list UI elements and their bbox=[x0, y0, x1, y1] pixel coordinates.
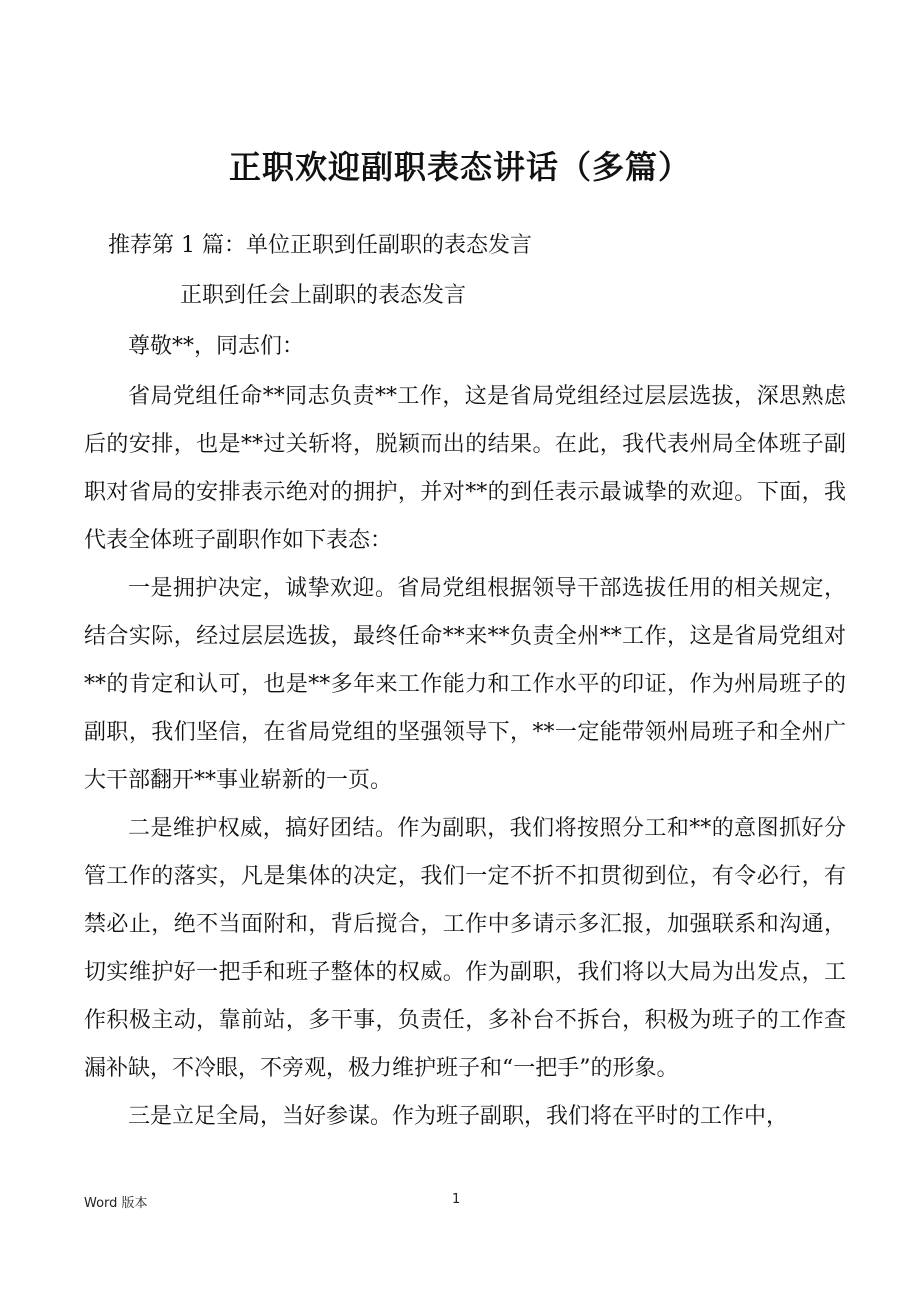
footer-version-label: Word 版本 bbox=[84, 1196, 148, 1211]
greeting-paragraph: 尊敬**，同志们： bbox=[128, 334, 305, 359]
document-body bbox=[84, 323, 846, 1141]
recommend-heading: 推荐第 1 篇：单位正职到任副职的表态发言 bbox=[108, 233, 532, 258]
footer-page-number: 1 bbox=[452, 1192, 461, 1207]
body-paragraph: 省局党组任命**同志负责**工作，这是省局党组经过层层选拔，深思熟虑后的安排，也是**过关斩将，脱颖而出的结果。在此，我代表州局全体班子副职对省局的安排表示绝对的拥护，并对**的到任表示最诚挚的欢迎。下面，我代表全体班子副职作如下表态： bbox=[84, 384, 846, 553]
speech-subtitle: 正职到任会上副职的表态发言 bbox=[180, 283, 467, 308]
body-paragraph: 三是立足全局，当好参谋。作为班子副职，我们将在平时的工作中， bbox=[128, 1104, 789, 1129]
page-title: 正职欢迎副职表态讲话（多篇） bbox=[228, 148, 691, 186]
body-paragraph: 一是拥护决定，诚挚欢迎。省局党组根据领导干部选拔任用的相关规定，结合实际，经过层层选拔，最终任命**来**负责全州**工作，这是省局党组对**的肯定和认可，也是**多年来工作能力和工作水平的印证，作为州局班子的副职，我们坚信，在省局党组的坚强领导下，**一定能带领州局班子和全州广大干部翻开**事业崭新的一页。 bbox=[84, 576, 846, 793]
body-paragraph: 二是维护权威，搞好团结。作为副职，我们将按照分工和**的意图抓好分管工作的落实，凡是集体的决定，我们一定不折不扣贯彻到位，有令必行，有禁必止，绝不当面附和，背后搅合，工作中多请示多汇报，加强联系和沟通，切实维护好一把手和班子整体的权威。作为副职，我们将以大局为出发点，工作积极主动，靠前站，多干事，负责任，多补台不拆台，积极为班子的工作查漏补缺，不冷眼，不旁观，极力维护班子和“一把手”的形象。 bbox=[84, 816, 846, 1081]
